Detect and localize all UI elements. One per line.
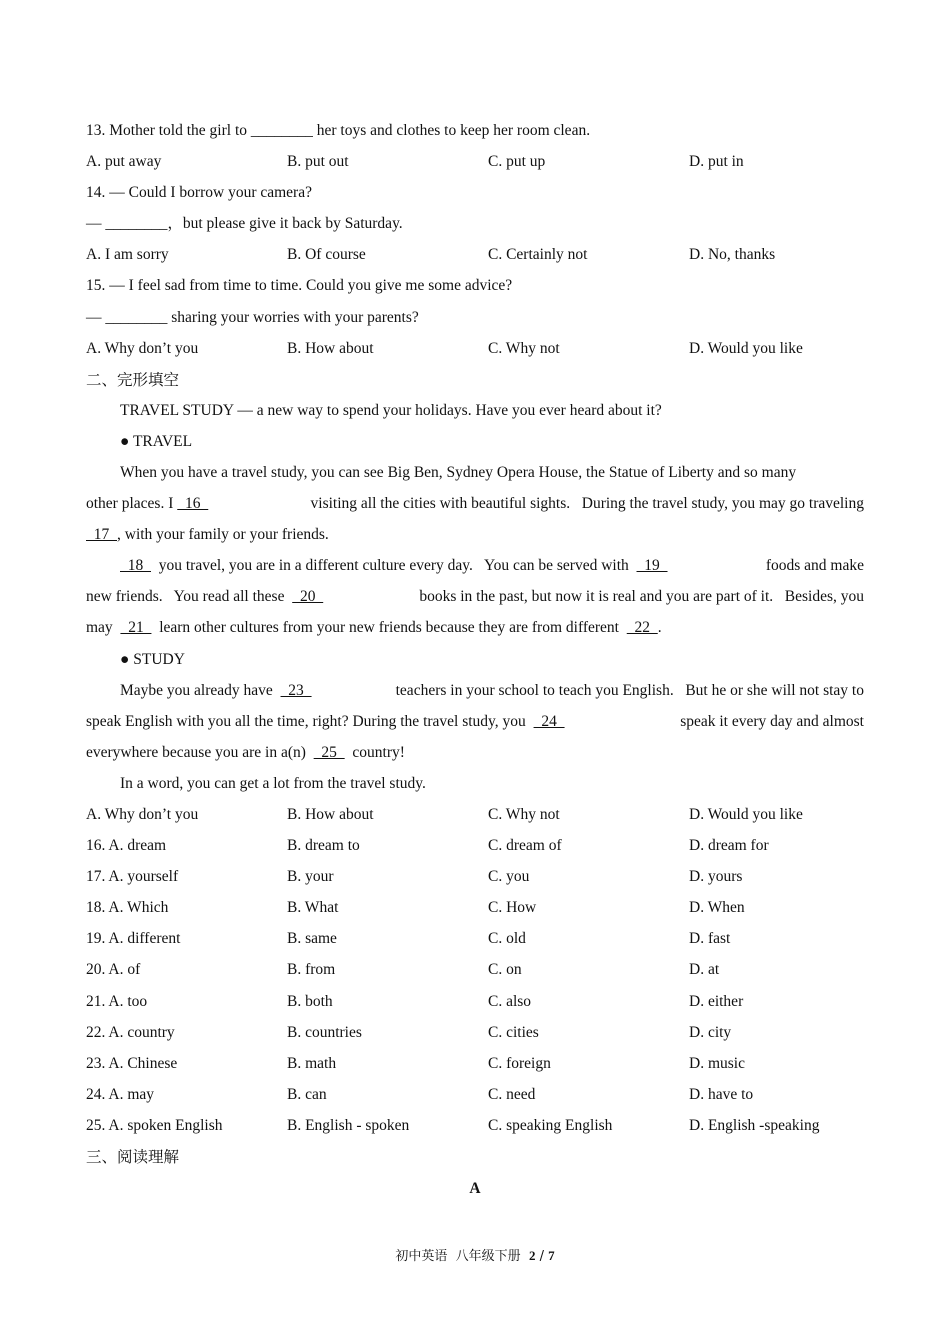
cloze-question-17 [86,867,886,887]
part-a-title: A [469,1180,481,1197]
option-d: D. fast [689,930,731,947]
option-c: C. Certainly not [488,246,588,263]
paragraph-1-line-1: When you have a travel study, you can see Big Ben, Sydney Opera House, the Statue of Liberty and so many [120,464,797,481]
option-b: B. English - spoken [287,1117,410,1134]
option-b: B. countries [287,1024,362,1041]
q13-stem: 13. Mother told the girl to ________ her toys and clothes to keep her room clean. [86,122,591,139]
blank-17: 17 [86,526,117,543]
option-c: C. How [488,899,537,916]
option-d: D. music [689,1055,745,1072]
footer-label: 初中英语 八年级下册 [395,1249,529,1264]
paragraph-2-line-2: new friends. You read all these 20 books in the past, but now it is real and you are part of it. Besides, you [86,588,864,605]
option-a: A. Why don’t you [86,340,199,357]
q14-options [86,245,886,265]
q14-reply: — ________，but please give it back by Saturday. [86,215,403,232]
option-b: B. can [287,1086,327,1103]
option-a: 25. A. spoken English [86,1117,223,1134]
option-b: B. both [287,993,333,1010]
option-b: B. math [287,1055,337,1072]
q15-stem: 15. — I feel sad from time to time. Could you give me some advice? [86,277,513,294]
option-d: D. at [689,961,720,978]
option-b: B. your [287,868,334,885]
cloze-question-20 [86,960,886,980]
blank-19: 19 [636,557,668,574]
option-c: C. need [488,1086,536,1103]
cloze-question-23 [86,1054,886,1074]
option-b: B. from [287,961,336,978]
option-c: C. Why not [488,340,560,357]
passage-closing: In a word, you can get a lot from the travel study. [120,775,426,792]
blank-21: 21 [120,619,152,636]
cloze-question-21 [86,992,886,1012]
paragraph-3-line-2: speak English with you all the time, right? During the travel study, you 24 speak it every day and almost [86,713,864,730]
option-c: C. you [488,868,530,885]
option-a: 20. A. of [86,961,141,978]
q15-reply: — ________ sharing your worries with your parents? [86,309,419,326]
option-c: C. also [488,993,532,1010]
section-reading-heading: 三、阅读理解 [86,1148,180,1166]
blank-20: 20 [292,588,324,605]
paragraph-3-line-3: everywhere because you are in a(n) 25 country! [86,744,405,761]
repeated-options [86,805,886,825]
option-a: 21. A. too [86,993,148,1010]
cloze-question-16 [86,836,886,856]
option-c: C. on [488,961,522,978]
option-a: 22. A. country [86,1024,175,1041]
option-a: 23. A. Chinese [86,1055,178,1072]
q14-stem: 14. — Could I borrow your camera? [86,184,312,201]
option-c: C. Why not [488,806,560,823]
cloze-question-24 [86,1085,886,1105]
option-b: B. What [287,899,339,916]
option-d: D. Would you like [689,340,803,357]
option-c: C. speaking English [488,1117,613,1134]
option-a: A. I am sorry [86,246,169,263]
q13-options [86,152,886,172]
option-a: A. Why don’t you [86,806,199,823]
cloze-question-18 [86,898,886,918]
page-footer [0,1247,950,1266]
option-b: B. dream to [287,837,360,854]
option-d: D. city [689,1024,732,1041]
paragraph-1-line-2: other places. I 16 visiting all the cities with beautiful sights. During the travel study, you may go traveling [86,495,864,512]
cloze-question-19 [86,929,886,949]
cloze-question-25 [86,1116,886,1136]
option-c: C. put up [488,153,546,170]
option-d: D. yours [689,868,743,885]
option-b: B. same [287,930,337,947]
option-a: 24. A. may [86,1086,155,1103]
blank-18: 18 [120,557,151,574]
option-a: A. put away [86,153,162,170]
option-d: D. put in [689,153,744,170]
passage-intro: TRAVEL STUDY — a new way to spend your holidays. Have you ever heard about it? [120,402,662,419]
blank-24: 24 [533,713,565,730]
option-a: 17. A. yourself [86,868,179,885]
blank-22: 22 [626,619,658,636]
option-a: 16. A. dream [86,837,167,854]
paragraph-3-line-1: Maybe you already have 23 teachers in your school to teach you English. But he or she will not stay to [120,682,864,699]
option-b: B. put out [287,153,349,170]
paragraph-2-line-3: may 21 learn other cultures from your new friends because they are from different 22 . [86,619,662,636]
cloze-question-22 [86,1023,886,1043]
blank-23: 23 [280,682,312,699]
option-d: D. either [689,993,744,1010]
option-a: 18. A. Which [86,899,169,916]
page-total: 7 [548,1248,555,1263]
option-c: C. old [488,930,526,947]
paragraph-2-line-1: 18 you travel, you are in a different culture every day. You can be served with 19 foods and make [120,557,864,574]
option-d: D. English -speaking [689,1117,820,1134]
option-a: 19. A. different [86,930,181,947]
option-d: D. When [689,899,745,916]
option-b: B. How about [287,340,374,357]
option-c: C. cities [488,1024,539,1041]
blank-16: 16 [177,495,209,512]
section-cloze-heading: 二、完形填空 [86,371,180,389]
option-d: D. No, thanks [689,246,776,263]
option-b: B. Of course [287,246,366,263]
option-c: C. foreign [488,1055,551,1072]
option-d: D. dream for [689,837,769,854]
study-heading: ● STUDY [120,651,185,668]
option-c: C. dream of [488,837,562,854]
paragraph-1-line-3: 17 , with your family or your friends. [86,526,329,543]
option-d: D. have to [689,1086,754,1103]
page-number: 2 [528,1248,536,1263]
q15-options [86,339,886,359]
page-separator: / [535,1249,549,1264]
option-d: D. Would you like [689,806,803,823]
option-b: B. How about [287,806,374,823]
travel-heading: ● TRAVEL [120,433,193,450]
blank-25: 25 [313,744,345,761]
